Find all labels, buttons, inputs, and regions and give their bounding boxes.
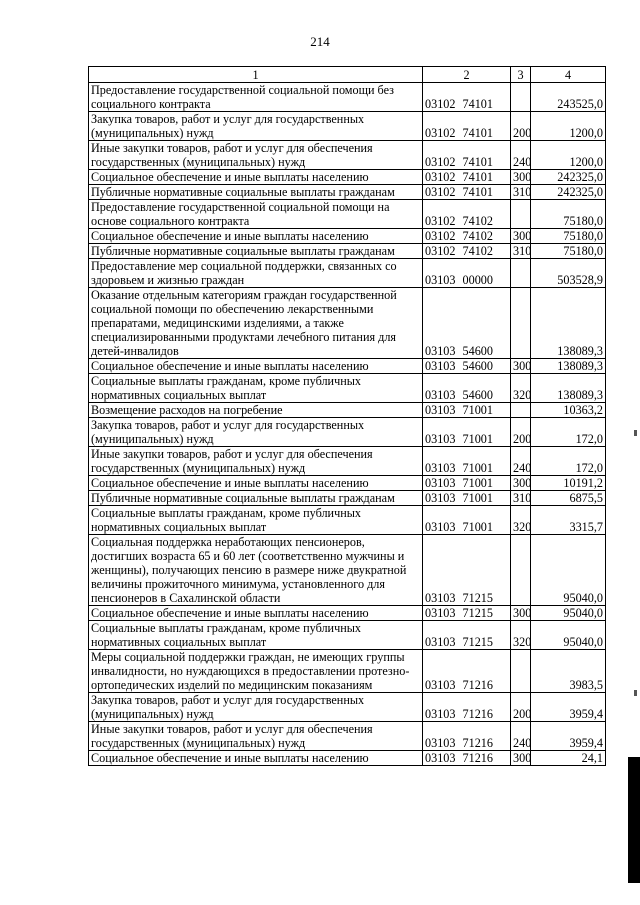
row-type-cell: 320 xyxy=(511,621,531,650)
row-type-cell: 200 xyxy=(511,112,531,141)
table-row xyxy=(89,170,606,185)
table-row xyxy=(89,185,606,200)
row-amount-cell: 503528,9 xyxy=(531,259,606,288)
row-amount-cell: 95040,0 xyxy=(531,621,606,650)
row-name-cell: Предоставление государственной социальной помощи на основе социального контракта xyxy=(89,200,423,229)
row-name-cell: Социальное обеспечение и иные выплаты населению xyxy=(89,229,423,244)
row-name-cell: Оказание отдельным категориям граждан государственной социальной помощи по обеспечению лекарственными препаратами, медицинскими изделиями, а также специализированными продуктами лечебного питания для детей-инвалидов xyxy=(89,288,423,359)
header-col-2: 2 xyxy=(423,67,511,83)
row-type-cell: 300 xyxy=(511,229,531,244)
row-type-cell xyxy=(511,650,531,693)
row-type-cell: 320 xyxy=(511,374,531,403)
row-code-cell: 03103 54600 xyxy=(423,288,511,359)
row-name-cell: Социальное обеспечение и иные выплаты населению xyxy=(89,751,423,766)
row-code-cell: 03102 74101 xyxy=(423,170,511,185)
row-code-cell: 03103 00000 xyxy=(423,259,511,288)
row-name-cell: Возмещение расходов на погребение xyxy=(89,403,423,418)
row-code-cell: 03103 71001 xyxy=(423,491,511,506)
table-row xyxy=(89,476,606,491)
row-amount-cell: 1200,0 xyxy=(531,112,606,141)
row-type-cell xyxy=(511,259,531,288)
row-amount-cell: 138089,3 xyxy=(531,359,606,374)
row-amount-cell: 3983,5 xyxy=(531,650,606,693)
row-name-cell: Закупка товаров, работ и услуг для государственных (муниципальных) нужд xyxy=(89,112,423,141)
row-type-cell xyxy=(511,535,531,606)
row-name-cell: Закупка товаров, работ и услуг для государственных (муниципальных) нужд xyxy=(89,418,423,447)
row-type-cell xyxy=(511,83,531,112)
row-type-cell: 310 xyxy=(511,185,531,200)
row-type-cell: 240 xyxy=(511,722,531,751)
header-row xyxy=(89,67,606,83)
row-amount-cell: 242325,0 xyxy=(531,185,606,200)
table-row xyxy=(89,535,606,606)
row-name-cell: Социальное обеспечение и иные выплаты населению xyxy=(89,476,423,491)
row-code-cell: 03103 71216 xyxy=(423,722,511,751)
row-name-cell: Социальная поддержка неработающих пенсионеров, достигших возраста 65 и 60 лет (соответственно мужчины и женщины), получающих пенсию в размере ниже двукратной величины прожиточного минимума, установленного для пенсионеров в Сахалинской области xyxy=(89,535,423,606)
scan-edge-mark xyxy=(628,757,640,883)
row-name-cell: Публичные нормативные социальные выплаты гражданам xyxy=(89,491,423,506)
row-code-cell: 03103 54600 xyxy=(423,359,511,374)
row-amount-cell: 243525,0 xyxy=(531,83,606,112)
row-amount-cell: 1200,0 xyxy=(531,141,606,170)
row-type-cell: 300 xyxy=(511,359,531,374)
table-row xyxy=(89,621,606,650)
row-name-cell: Публичные нормативные социальные выплаты гражданам xyxy=(89,185,423,200)
row-code-cell: 03102 74102 xyxy=(423,200,511,229)
row-type-cell: 200 xyxy=(511,418,531,447)
row-name-cell: Социальные выплаты гражданам, кроме публичных нормативных социальных выплат xyxy=(89,621,423,650)
table-row xyxy=(89,288,606,359)
table-body xyxy=(89,83,606,766)
row-name-cell: Социальные выплаты гражданам, кроме публичных нормативных социальных выплат xyxy=(89,374,423,403)
row-code-cell: 03102 74101 xyxy=(423,141,511,170)
row-name-cell: Предоставление мер социальной поддержки, связанных со здоровьем и жизнью граждан xyxy=(89,259,423,288)
row-amount-cell: 75180,0 xyxy=(531,200,606,229)
row-amount-cell: 138089,3 xyxy=(531,288,606,359)
table-row xyxy=(89,403,606,418)
scan-edge-tick xyxy=(634,690,637,696)
row-code-cell: 03103 71001 xyxy=(423,506,511,535)
header-col-4: 4 xyxy=(531,67,606,83)
row-code-cell: 03102 74102 xyxy=(423,229,511,244)
row-type-cell xyxy=(511,288,531,359)
table-row xyxy=(89,722,606,751)
row-amount-cell: 138089,3 xyxy=(531,374,606,403)
row-type-cell: 300 xyxy=(511,476,531,491)
row-amount-cell: 3959,4 xyxy=(531,693,606,722)
row-amount-cell: 24,1 xyxy=(531,751,606,766)
row-code-cell: 03103 71216 xyxy=(423,650,511,693)
row-type-cell: 200 xyxy=(511,693,531,722)
row-type-cell: 310 xyxy=(511,491,531,506)
table-row xyxy=(89,244,606,259)
table-row xyxy=(89,491,606,506)
row-name-cell: Закупка товаров, работ и услуг для государственных (муниципальных) нужд xyxy=(89,693,423,722)
row-code-cell: 03103 54600 xyxy=(423,374,511,403)
table-row xyxy=(89,506,606,535)
row-type-cell: 240 xyxy=(511,141,531,170)
row-amount-cell: 10363,2 xyxy=(531,403,606,418)
row-code-cell: 03103 71001 xyxy=(423,403,511,418)
header-col-1: 1 xyxy=(89,67,423,83)
row-amount-cell: 10191,2 xyxy=(531,476,606,491)
row-name-cell: Иные закупки товаров, работ и услуг для обеспечения государственных (муниципальных) нужд xyxy=(89,722,423,751)
row-amount-cell: 95040,0 xyxy=(531,606,606,621)
row-amount-cell: 172,0 xyxy=(531,447,606,476)
table-row xyxy=(89,229,606,244)
row-name-cell: Социальные выплаты гражданам, кроме публичных нормативных социальных выплат xyxy=(89,506,423,535)
table-row xyxy=(89,447,606,476)
table-row xyxy=(89,200,606,229)
row-code-cell: 03102 74102 xyxy=(423,244,511,259)
row-type-cell: 310 xyxy=(511,244,531,259)
row-amount-cell: 172,0 xyxy=(531,418,606,447)
header-col-3: 3 xyxy=(511,67,531,83)
table-row xyxy=(89,374,606,403)
table-row xyxy=(89,259,606,288)
row-type-cell: 320 xyxy=(511,506,531,535)
budget-table xyxy=(88,66,606,766)
row-name-cell: Меры социальной поддержки граждан, не имеющих группы инвалидности, но нуждающихся в предоставлении протезно-ортопедических изделий по медицинским показаниям xyxy=(89,650,423,693)
row-code-cell: 03103 71216 xyxy=(423,751,511,766)
row-type-cell: 300 xyxy=(511,751,531,766)
row-code-cell: 03102 74101 xyxy=(423,83,511,112)
row-code-cell: 03103 71215 xyxy=(423,535,511,606)
page-number: 214 xyxy=(310,34,330,49)
table-row xyxy=(89,606,606,621)
row-code-cell: 03102 74101 xyxy=(423,185,511,200)
scan-edge-tick xyxy=(634,430,637,436)
row-name-cell: Социальное обеспечение и иные выплаты населению xyxy=(89,606,423,621)
row-amount-cell: 6875,5 xyxy=(531,491,606,506)
row-name-cell: Иные закупки товаров, работ и услуг для обеспечения государственных (муниципальных) нужд xyxy=(89,141,423,170)
row-type-cell: 300 xyxy=(511,606,531,621)
row-type-cell: 300 xyxy=(511,170,531,185)
row-amount-cell: 75180,0 xyxy=(531,229,606,244)
row-type-cell xyxy=(511,403,531,418)
table-row xyxy=(89,751,606,766)
row-code-cell: 03103 71215 xyxy=(423,606,511,621)
row-code-cell: 03103 71216 xyxy=(423,693,511,722)
row-name-cell: Иные закупки товаров, работ и услуг для обеспечения государственных (муниципальных) нужд xyxy=(89,447,423,476)
table-row xyxy=(89,112,606,141)
row-amount-cell: 95040,0 xyxy=(531,535,606,606)
row-amount-cell: 3315,7 xyxy=(531,506,606,535)
row-name-cell: Предоставление государственной социальной помощи без социального контракта xyxy=(89,83,423,112)
row-amount-cell: 3959,4 xyxy=(531,722,606,751)
table-row xyxy=(89,693,606,722)
row-code-cell: 03103 71215 xyxy=(423,621,511,650)
table-row xyxy=(89,650,606,693)
row-code-cell: 03102 74101 xyxy=(423,112,511,141)
row-code-cell: 03103 71001 xyxy=(423,476,511,491)
table-row xyxy=(89,83,606,112)
table-row xyxy=(89,141,606,170)
row-type-cell: 240 xyxy=(511,447,531,476)
table-row xyxy=(89,359,606,374)
row-amount-cell: 242325,0 xyxy=(531,170,606,185)
row-name-cell: Социальное обеспечение и иные выплаты населению xyxy=(89,170,423,185)
table-row xyxy=(89,418,606,447)
row-amount-cell: 75180,0 xyxy=(531,244,606,259)
row-name-cell: Социальное обеспечение и иные выплаты населению xyxy=(89,359,423,374)
row-type-cell xyxy=(511,200,531,229)
row-code-cell: 03103 71001 xyxy=(423,447,511,476)
row-name-cell: Публичные нормативные социальные выплаты гражданам xyxy=(89,244,423,259)
row-code-cell: 03103 71001 xyxy=(423,418,511,447)
